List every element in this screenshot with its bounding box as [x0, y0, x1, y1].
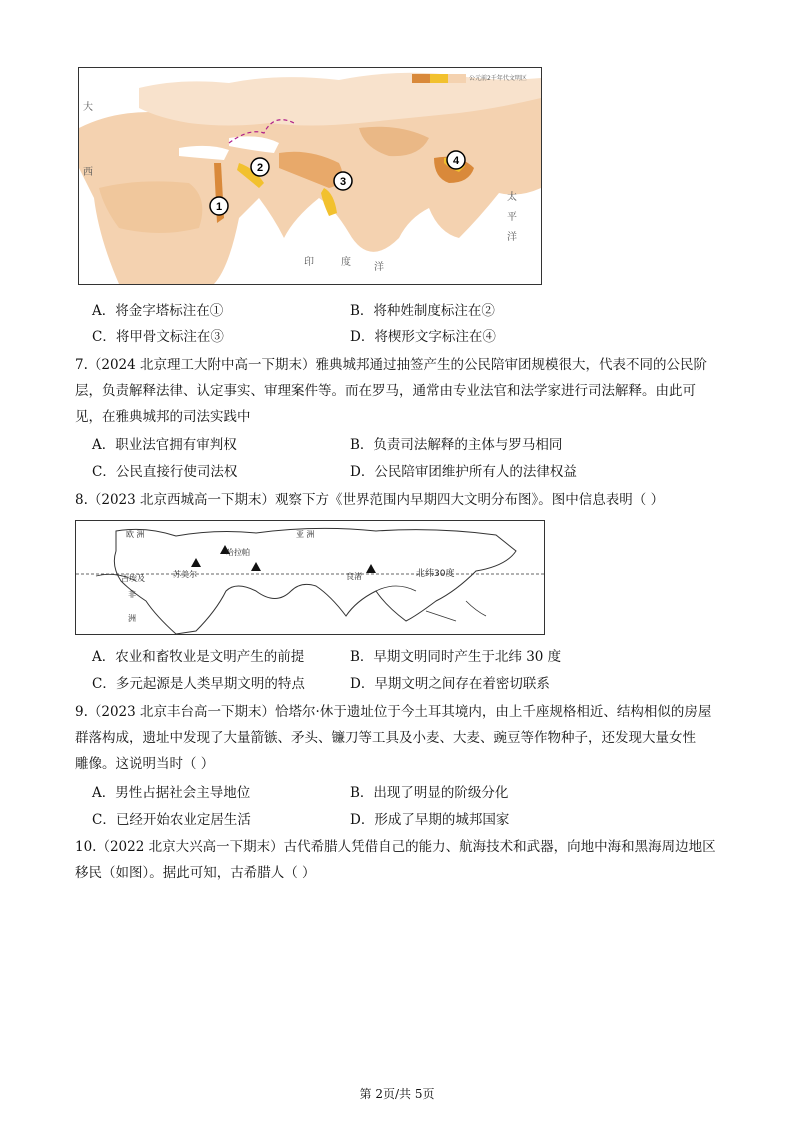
- q7-line-3: 见，在雅典城邦的司法实践中: [75, 409, 251, 425]
- q7-line-1: 7.（2024 北京理工大附中高一下期末）雅典城邦通过抽签产生的公民陪审团规模很大，代表不同的公民阶: [75, 357, 708, 373]
- q8-option-b: B．早期文明同时产生于北纬 30 度: [350, 649, 562, 665]
- label-asia: 亚 洲: [296, 530, 315, 539]
- q6-option-b: B．将种姓制度标注在②: [350, 303, 495, 319]
- q8-option-d: D．早期文明之间存在着密切联系: [350, 676, 550, 692]
- svg-text:1: 1: [215, 201, 223, 213]
- svg-text:2: 2: [256, 162, 264, 174]
- four-civilizations-map: [75, 520, 545, 635]
- q9-line-2: 群落构成，遗址中发现了大量箭镞、矛头、镰刀等工具及小麦、大麦、豌豆等作物种子，还发现大量女性: [75, 730, 696, 746]
- svg-text:4: 4: [452, 155, 460, 167]
- marker-1: [210, 197, 228, 215]
- q6-option-d: D．将楔形文字标注在④: [350, 329, 496, 345]
- ocean-label-xi: 西: [83, 167, 93, 178]
- label-harappa: 哈拉帕: [226, 548, 250, 557]
- marker-4: [447, 151, 465, 169]
- q8-option-c: C．多元起源是人类早期文明的特点: [92, 676, 305, 692]
- svg-text:3: 3: [339, 176, 347, 188]
- q7-option-c: C．公民直接行使司法权: [92, 464, 238, 480]
- ocean-label-tai: 太: [507, 192, 517, 203]
- legend-swatch-light: [448, 74, 466, 83]
- label-europe: 欧 洲: [126, 530, 145, 539]
- q9-option-a: A．男性占据社会主导地位: [92, 785, 251, 801]
- q7-option-d: D．公民陪审团维护所有人的法律权益: [350, 464, 577, 480]
- q6-option-c: C．将甲骨文标注在③: [92, 329, 224, 345]
- label-liangzhu: 良渚: [346, 572, 362, 581]
- q9-line-3: 雕像。这说明当时（ ）: [75, 756, 215, 772]
- label-egypt: 古埃及: [121, 574, 145, 583]
- map-legend-text: 公元前2千年代文明区: [469, 75, 527, 82]
- legend-swatch-yellow: [430, 74, 448, 83]
- q10-line-2: 移民（如图）。据此可知，古希腊人（ ）: [75, 865, 316, 881]
- marker-2: [251, 158, 269, 176]
- q7-option-a: A．职业法官拥有审判权: [92, 437, 237, 453]
- label-sumer: 苏美尔: [173, 570, 197, 579]
- q9-line-1: 9.（2023 北京丰台高一下期末）恰塔尔·休于遗址位于今土耳其境内，由上千座规格相近、结构相似的房屋: [75, 704, 712, 720]
- q9-option-c: C．已经开始农业定居生活: [92, 812, 251, 828]
- ocean-label-ping: 平: [507, 212, 517, 223]
- page-footer: 第 2页/共 5页: [359, 1087, 435, 1101]
- q7-option-b: B．负责司法解释的主体与罗马相同: [350, 437, 563, 453]
- q6-option-a: A．将金字塔标注在①: [92, 303, 224, 319]
- q8-option-a: A．农业和畜牧业是文明产生的前提: [92, 649, 305, 665]
- label-africa-1: 非: [128, 590, 136, 599]
- civilization-map: [78, 67, 542, 285]
- q7-line-2: 层，负责解释法律、认定事实、审理案件等。而在罗马，通常由专业法官和法学家进行司法解释。由此可: [75, 383, 696, 399]
- civilization-map-graphic: [79, 68, 541, 284]
- ocean-label-yang1: 洋: [374, 262, 384, 273]
- ocean-label-yin: 印: [304, 257, 314, 268]
- q8-line-1: 8.（2023 北京西城高一下期末）观察下方《世界范围内早期四大文明分布图》。图中信息表明（ ）: [75, 492, 665, 508]
- q9-option-b: B．出现了明显的阶级分化: [350, 785, 509, 801]
- legend-swatch-dark: [412, 74, 430, 83]
- q9-option-d: D．形成了早期的城邦国家: [350, 812, 510, 828]
- label-latitude: 北纬30度: [416, 569, 455, 579]
- label-africa-2: 洲: [128, 614, 136, 623]
- ocean-label-du: 度: [341, 257, 351, 268]
- q10-line-1: 10.（2022 北京大兴高一下期末）古代希腊人凭借自己的能力、航海技术和武器，向地中海和黑海周边地区: [75, 839, 716, 855]
- marker-3: [334, 172, 352, 190]
- ocean-label-da: 大: [83, 102, 93, 113]
- ocean-label-yang2: 洋: [507, 232, 517, 243]
